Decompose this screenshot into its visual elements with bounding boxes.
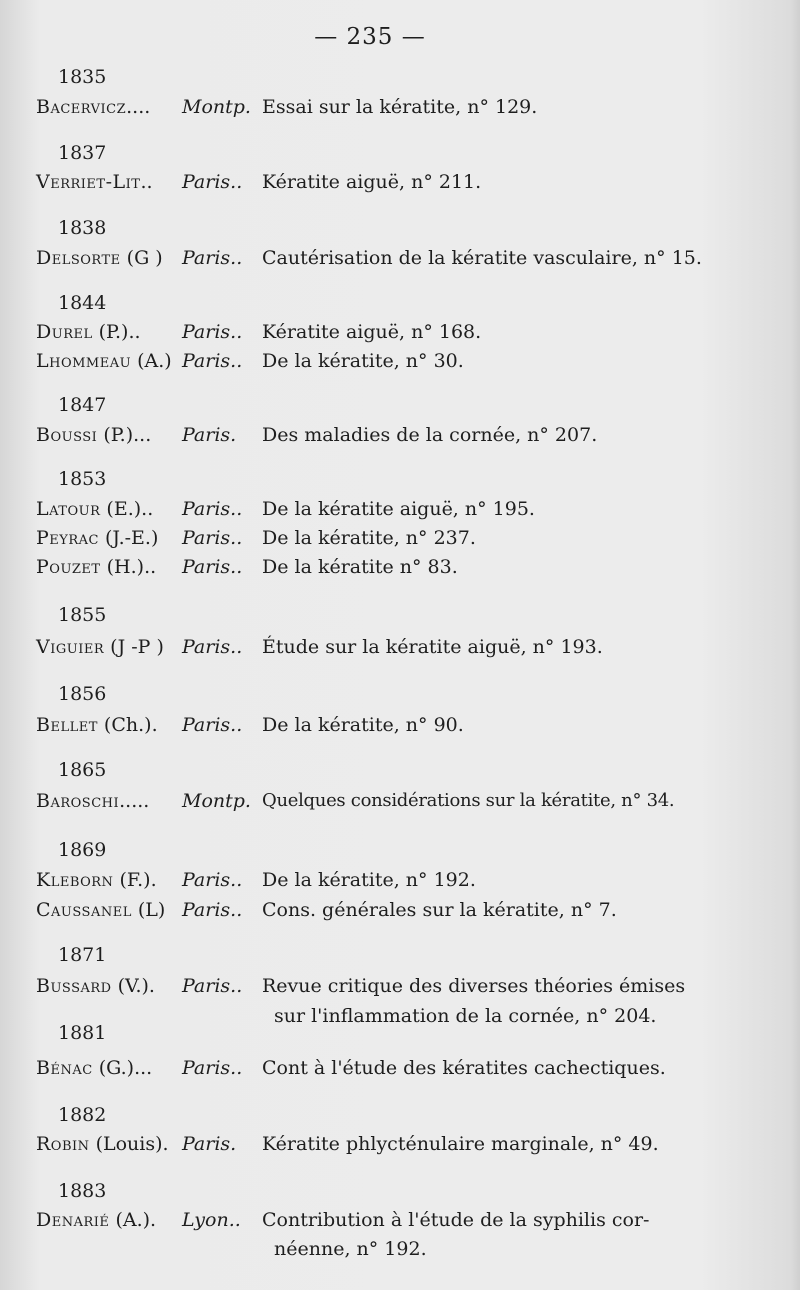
entry-author: Bacervicz.... [36,96,151,118]
year-heading: 1855 [58,604,107,626]
year-heading: 1865 [58,759,107,781]
entry-title-continuation: sur l'inflammation de la cornée, n° 204. [274,1005,657,1027]
year-heading: 1837 [58,142,107,164]
year-heading: 1835 [58,66,107,88]
entry-city: Paris.. [182,247,243,269]
entry-title: Cons. générales sur la kératite, n° 7. [262,899,617,921]
entry-title: De la kératite, n° 192. [262,869,476,891]
entry-city: Paris.. [182,171,243,193]
year-heading: 1871 [58,944,107,966]
entry-author: Boussi (P.)... [36,424,152,446]
year-heading: 1881 [58,1022,107,1044]
entry-title: Contribution à l'étude de la syphilis cor- [262,1209,650,1231]
entry-city: Paris.. [182,869,243,891]
entry-city: Paris.. [182,975,243,997]
entry-author: Verriet-Lit.. [36,171,153,193]
entry-title: De la kératite, n° 237. [262,527,476,549]
entry-city: Paris.. [182,899,243,921]
entry-author: Denarié (A.). [36,1209,157,1231]
entry-author: Latour (E.).. [36,498,154,520]
entry-title: De la kératite, n° 90. [262,714,464,736]
entry-title: Étude sur la kératite aiguë, n° 193. [262,636,603,658]
entry-title: Revue critique des diverses théories émises [262,975,686,997]
entry-title: De la kératite aiguë, n° 195. [262,498,535,520]
entry-author: Robin (Louis). [36,1133,169,1155]
entry-city: Paris. [182,424,237,446]
year-heading: 1853 [58,468,107,490]
entry-title: De la kératite n° 83. [262,556,458,578]
year-heading: 1847 [58,394,107,416]
entry-city: Paris.. [182,498,243,520]
entry-author: Viguier (J -P ) [36,636,164,658]
entry-title-continuation: néenne, n° 192. [274,1238,427,1260]
entry-city: Lyon.. [182,1209,241,1231]
year-heading: 1838 [58,217,107,239]
year-heading: 1882 [58,1104,107,1126]
year-heading: 1883 [58,1180,107,1202]
entry-city: Paris.. [182,556,243,578]
entry-title: Quelques considérations sur la kératite, n° 34. [262,790,675,811]
entry-title: Kératite aiguë, n° 211. [262,171,482,193]
entry-author: Delsorte (G ) [36,247,163,269]
entry-city: Paris.. [182,1057,243,1079]
year-heading: 1856 [58,683,107,705]
page-number: — 235 — [314,24,426,50]
year-heading: 1844 [58,292,107,314]
entry-title: Cautérisation de la kératite vasculaire, n° 15. [262,247,702,269]
entry-title: De la kératite, n° 30. [262,350,464,372]
entry-city: Paris. [182,1133,237,1155]
entry-author: Pouzet (H.).. [36,556,157,578]
entry-author: Lhommeau (A.) [36,350,172,372]
entry-city: Paris.. [182,321,243,343]
entry-city: Paris.. [182,636,243,658]
entry-title: Cont à l'étude des kératites cachectiques. [262,1057,666,1079]
entry-city: Montp. [182,790,251,812]
entry-city: Montp. [182,96,251,118]
entry-author: Durel (P.).. [36,321,141,343]
entry-author: Kleborn (F.). [36,869,157,891]
entry-title: Kératite phlycténulaire marginale, n° 49. [262,1133,659,1155]
entry-title: Kératite aiguë, n° 168. [262,321,482,343]
entry-author: Bussard (V.). [36,975,155,997]
entry-author: Baroschi..... [36,790,150,812]
entry-author: Bénac (G.)... [36,1057,153,1079]
entry-author: Caussanel (L) [36,899,166,921]
entry-author: Bellet (Ch.). [36,714,158,736]
entry-author: Peyrac (J.-E.) [36,527,159,549]
entry-title: Des maladies de la cornée, n° 207. [262,424,598,446]
entry-city: Paris.. [182,350,243,372]
entry-city: Paris.. [182,714,243,736]
year-heading: 1869 [58,839,107,861]
entry-title: Essai sur la kératite, n° 129. [262,96,538,118]
entry-city: Paris.. [182,527,243,549]
